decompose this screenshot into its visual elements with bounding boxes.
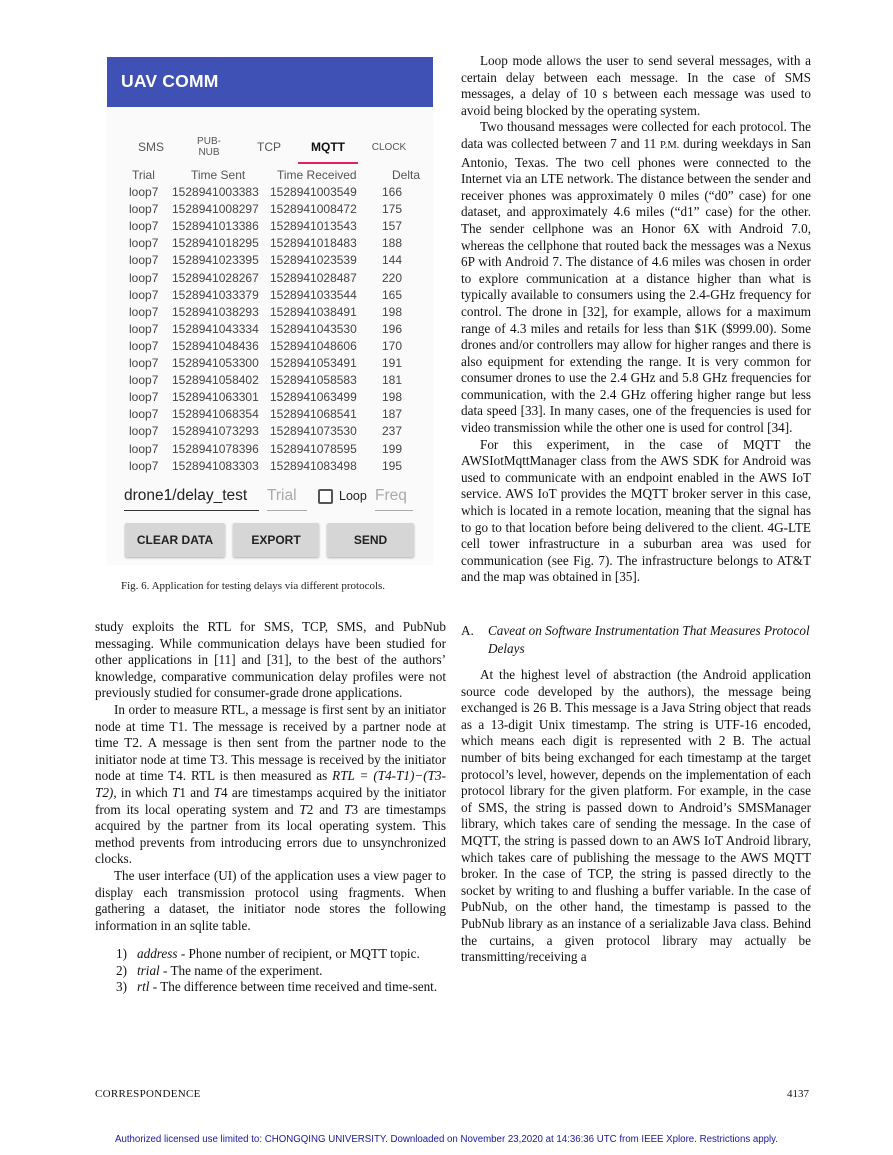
cell-time-received: 1528941018483 bbox=[270, 236, 357, 251]
cell-trial: loop7 bbox=[129, 424, 159, 439]
section-spacer bbox=[461, 586, 811, 605]
section-title: Caveat on Software Instrumentation That Measures Protocol Delays bbox=[488, 623, 810, 656]
header-delta: Delta bbox=[392, 168, 421, 182]
cell-trial: loop7 bbox=[129, 373, 159, 388]
cell-delta: 198 bbox=[382, 390, 403, 405]
table-row bbox=[122, 372, 422, 389]
cell-time-received: 1528941083498 bbox=[270, 458, 357, 473]
cell-trial: loop7 bbox=[129, 356, 159, 371]
cell-trial: loop7 bbox=[129, 407, 159, 422]
cell-delta: 196 bbox=[382, 321, 403, 336]
cell-trial: loop7 bbox=[129, 185, 159, 200]
export-button[interactable]: EXPORT bbox=[233, 523, 319, 557]
table-row bbox=[122, 184, 422, 201]
right-paragraph-4: At the highest level of abstraction (the Android application source code developed by the authors), the message being exchanged is 26 B. This message is a Java String object that reads as a 13-digit Unix timestamp. The string is UTF-16 encoded, which means each digit is represented with 2 B. The actual number of bits being exchanged for each timestamp at the target protocol’s level, however, depends on the implementation of each protocol library for the given platform. For example, in the case of SMS, the string is passed down to Android’s SMSManager library, which takes care of sending the message. In the case of MQTT, the string is passed down to an AWS IoT Android library, which takes care of publishing the message to the AWS MQTT broker. In the case of TCP, the string is passed directly to the socket by writing to and flushing a buffer variable. In the case of PubNub, on the other hand, the timestamp is passed to the PubNub library as an instance of a serializable Java class. Behind the curtains, a given protocol library may actually be transmitting/receiving a bbox=[461, 667, 811, 965]
right-paragraph-3: For this experiment, in the case of MQTT the AWSIotMqttManager class from the AWS SDK for Android was used to communicate with an endpoint enabled in the AWS IoT service. AWS IoT provides the MQTT broker server in this case, which is located in a remote location, meaning that the signal has to go to that location before being delivered to the client. 4G-LTE cell tower infrastructure in a suburban area was used for communication (see Fig. 7). The infrastructure belongs to AT&T and the map was obtained in [35]. bbox=[461, 436, 811, 585]
p2-text-e: 2 and bbox=[306, 801, 345, 817]
cell-trial: loop7 bbox=[129, 253, 159, 268]
table-row bbox=[122, 423, 422, 440]
cell-delta: 195 bbox=[382, 458, 403, 473]
stored-fields-list bbox=[95, 946, 446, 996]
cell-time-sent: 1528941008297 bbox=[172, 202, 259, 217]
tab-pubnub[interactable] bbox=[187, 129, 231, 165]
cell-time-received: 1528941068541 bbox=[270, 407, 357, 422]
right-paragraph-2 bbox=[461, 119, 811, 436]
header-trial: Trial bbox=[132, 168, 155, 182]
trial-field[interactable]: Trial bbox=[267, 487, 307, 511]
loop-checkbox-label: Loop bbox=[339, 489, 367, 503]
cell-time-received: 1528941043530 bbox=[270, 321, 357, 336]
cell-delta: 187 bbox=[382, 407, 403, 422]
cell-time-received: 1528941078595 bbox=[270, 441, 357, 456]
running-footer-section: CORRESPONDENCE bbox=[95, 1088, 201, 1100]
cell-time-sent: 1528941043334 bbox=[172, 321, 259, 336]
cell-time-received: 1528941013543 bbox=[270, 219, 357, 234]
protocol-tabs bbox=[107, 129, 433, 165]
list-term: rtl bbox=[137, 979, 150, 995]
table-row bbox=[122, 235, 422, 252]
left-column bbox=[95, 619, 446, 996]
table-row bbox=[122, 406, 422, 423]
cell-time-sent: 1528941078396 bbox=[172, 441, 259, 456]
list-term: address bbox=[137, 946, 178, 962]
tab-sms[interactable] bbox=[125, 129, 177, 165]
cell-delta: 199 bbox=[382, 441, 403, 456]
rp2-text-b: during weekdays in San Antonio, Texas. The two cell phones were connected to the Internet via an LTE network. The distance between the sender and receiver phones was approximately 0 miles (“d0” case) for one dataset, and approximately 4.6 miles (“d1” case) for the other. The sender cellphone was an Honor 6X with Android 7.0, whereas the cellphone that routed back the messages was a Nexus 6P with Android 7. The distance of 4.6 miles was chosen in order to explore communication at a distance higher than what is typically available to consumers using the 2.4-GHz frequency for control. The drone in [32], for example, allows for a maximum range of 4.3 miles and retails for less than $1K ($999.00). Some drones and/or controllers may allow for higher ranges and there is also equipment for extending the range. It is very common for consumer drones to use the 2.4 GHz and 5.8 GHz frequencies for communication, with the 2.4 GHz offering higher range but less data speed [33]. In many cases, one of the frequencies is used for video transmission while the other one is used for control [34]. bbox=[461, 135, 811, 436]
left-paragraph-3: The user interface (UI) of the application uses a view pager to display each transmission protocol using fragments. When gathering a dataset, the initiator node stores the following information in an sqlite table. bbox=[95, 867, 446, 933]
list-number: 1) bbox=[116, 946, 127, 962]
table-row bbox=[122, 389, 422, 406]
list-number: 2) bbox=[116, 962, 127, 978]
cell-time-received: 1528941023539 bbox=[270, 253, 357, 268]
cell-time-received: 1528941063499 bbox=[270, 390, 357, 405]
figure-caption: Fig. 6. Application for testing delays via different protocols. bbox=[121, 580, 386, 592]
table-row bbox=[122, 321, 422, 338]
cell-time-sent: 1528941023395 bbox=[172, 253, 259, 268]
cell-delta: 181 bbox=[382, 373, 403, 388]
cell-time-received: 1528941008472 bbox=[270, 202, 357, 217]
cell-time-sent: 1528941003383 bbox=[172, 185, 259, 200]
cell-trial: loop7 bbox=[129, 390, 159, 405]
freq-field[interactable]: Freq bbox=[375, 487, 413, 511]
clear-data-button[interactable]: CLEAR DATA bbox=[125, 523, 225, 557]
cell-trial: loop7 bbox=[129, 441, 159, 456]
figure-app-screenshot bbox=[107, 57, 433, 565]
cell-time-received: 1528941003549 bbox=[270, 185, 357, 200]
list-text: - Phone number of recipient, or MQTT topic. bbox=[177, 946, 420, 962]
cell-delta: 198 bbox=[382, 304, 403, 319]
right-paragraph-1: Loop mode allows the user to send several messages, with a certain delay between each message. In the case of SMS messages, a delay of 10 s between each message was used to avoid being blocked by the operating system. bbox=[461, 53, 811, 118]
cell-time-received: 1528941028487 bbox=[270, 270, 357, 285]
header-time-received: Time Received bbox=[277, 168, 357, 182]
table-row bbox=[122, 441, 422, 458]
cell-delta: 188 bbox=[382, 236, 403, 251]
page-number: 4137 bbox=[787, 1088, 809, 1100]
cell-trial: loop7 bbox=[129, 270, 159, 285]
cell-time-sent: 1528941068354 bbox=[172, 407, 259, 422]
cell-time-sent: 1528941073293 bbox=[172, 424, 259, 439]
p2-var-t4: T bbox=[213, 784, 221, 800]
rp2-pm: P.M. bbox=[660, 139, 680, 151]
list-text: - The difference between time received and time-sent. bbox=[149, 979, 438, 995]
cell-time-received: 1528941048606 bbox=[270, 338, 357, 353]
right-column bbox=[461, 53, 811, 966]
table-row bbox=[122, 218, 422, 235]
table-header-row bbox=[122, 167, 422, 184]
tab-mqtt[interactable] bbox=[298, 129, 358, 165]
cell-trial: loop7 bbox=[129, 338, 159, 353]
table-row bbox=[122, 458, 422, 475]
app-bar bbox=[107, 57, 433, 107]
cell-delta: 191 bbox=[382, 356, 403, 371]
cell-trial: loop7 bbox=[129, 304, 159, 319]
cell-time-sent: 1528941058402 bbox=[172, 373, 259, 388]
tab-clock[interactable] bbox=[365, 129, 413, 165]
cell-time-sent: 1528941053300 bbox=[172, 356, 259, 371]
list-item bbox=[95, 979, 446, 996]
table-row bbox=[122, 252, 422, 269]
input-row bbox=[107, 483, 433, 513]
cell-delta: 166 bbox=[382, 185, 403, 200]
list-text: - The name of the experiment. bbox=[159, 962, 323, 978]
cell-time-received: 1528941073530 bbox=[270, 424, 357, 439]
section-label: A. bbox=[461, 623, 474, 638]
send-button[interactable]: SEND bbox=[327, 523, 414, 557]
cell-time-sent: 1528941013386 bbox=[172, 219, 259, 234]
list-item bbox=[95, 946, 446, 963]
cell-trial: loop7 bbox=[129, 236, 159, 251]
cell-time-sent: 1528941038293 bbox=[172, 304, 259, 319]
tab-pubnub-label-line2: NUB bbox=[198, 147, 220, 158]
p2-var-t1: T bbox=[172, 784, 180, 800]
tab-mqtt-label: MQTT bbox=[311, 139, 345, 154]
cell-delta: 165 bbox=[382, 287, 403, 302]
p2-text-b: , in which bbox=[113, 784, 173, 800]
table-row bbox=[122, 201, 422, 218]
cell-time-sent: 1528941033379 bbox=[172, 287, 259, 302]
left-paragraph-1: study exploits the RTL for SMS, TCP, SMS, and PubNub messaging. While communication delays have been studied for other applications in [11] and [31], to the best of the authors’ knowledge, comparative communication delay profiles were not previously studied for consumer-grade drone applications. bbox=[95, 619, 446, 701]
delay-table bbox=[122, 167, 422, 475]
table-row bbox=[122, 338, 422, 355]
tab-clock-label: CLOCK bbox=[371, 141, 407, 153]
cell-time-sent: 1528941018295 bbox=[172, 236, 259, 251]
section-heading bbox=[461, 622, 811, 658]
cell-delta: 170 bbox=[382, 338, 403, 353]
cell-time-received: 1528941033544 bbox=[270, 287, 357, 302]
table-body bbox=[122, 184, 422, 475]
tab-tcp-label: TCP bbox=[257, 139, 281, 154]
p2-text-f: 3 are timestamps acquired by the partner from its local operating system. This method prevents from introducing errors due to unsynchronized clocks. bbox=[95, 801, 447, 867]
tab-tcp[interactable] bbox=[247, 129, 291, 165]
p2-text-a: In order to measure RTL, a message is first sent by an initiator node at time T1. The message is received by a partner node at time T2. A message is then sent from the partner node to the initiator node at time T3. This message is received by the initiator node at time T4. RTL is then measured as bbox=[95, 701, 446, 784]
cell-delta: 237 bbox=[382, 424, 403, 439]
cell-trial: loop7 bbox=[129, 202, 159, 217]
cell-trial: loop7 bbox=[129, 321, 159, 336]
table-row bbox=[122, 270, 422, 287]
p2-var-t2: T bbox=[299, 801, 307, 817]
cell-trial: loop7 bbox=[129, 287, 159, 302]
list-item bbox=[95, 963, 446, 980]
cell-time-received: 1528941053491 bbox=[270, 356, 357, 371]
cell-time-sent: 1528941063301 bbox=[172, 390, 259, 405]
table-row bbox=[122, 287, 422, 304]
cell-delta: 175 bbox=[382, 202, 403, 217]
p2-var-t3: T bbox=[344, 801, 352, 817]
list-term: trial bbox=[137, 962, 160, 978]
cell-delta: 144 bbox=[382, 253, 403, 268]
loop-checkbox[interactable] bbox=[318, 489, 333, 504]
license-notice: Authorized licensed use limited to: CHONGQING UNIVERSITY. Downloaded on November 23,2020 at 14:36:36 UTC from IEEE Xplore. Restrictions apply. bbox=[115, 1134, 778, 1145]
header-time-sent: Time Sent bbox=[191, 168, 246, 182]
cell-delta: 220 bbox=[382, 270, 403, 285]
cell-time-received: 1528941038491 bbox=[270, 304, 357, 319]
table-row bbox=[122, 355, 422, 372]
cell-time-received: 1528941058583 bbox=[270, 373, 357, 388]
tab-sms-label: SMS bbox=[137, 139, 164, 154]
cell-trial: loop7 bbox=[129, 458, 159, 473]
p2-text-d: 4 are timestamps acquired by the initiator from its local operating system and bbox=[95, 784, 446, 817]
app-title: UAV COMM bbox=[121, 71, 219, 91]
cell-time-sent: 1528941083303 bbox=[172, 458, 259, 473]
rp2-text-a: Two thousand messages were collected for each protocol. The data was collected between 7 and 11 bbox=[461, 119, 811, 151]
rtl-formula: RTL = (T4-T1)−(T3-T2) bbox=[95, 768, 447, 800]
left-paragraph-2 bbox=[95, 702, 446, 868]
tab-pubnub-label-line1: PUB- bbox=[197, 136, 221, 147]
table-row bbox=[122, 304, 422, 321]
address-field[interactable]: drone1/delay_test bbox=[124, 487, 259, 511]
cell-time-sent: 1528941048436 bbox=[172, 338, 259, 353]
active-tab-indicator bbox=[298, 162, 358, 164]
cell-delta: 157 bbox=[382, 219, 403, 234]
list-number: 3) bbox=[116, 979, 127, 995]
cell-time-sent: 1528941028267 bbox=[172, 270, 259, 285]
cell-trial: loop7 bbox=[129, 219, 159, 234]
p2-text-c: 1 and bbox=[179, 784, 214, 800]
